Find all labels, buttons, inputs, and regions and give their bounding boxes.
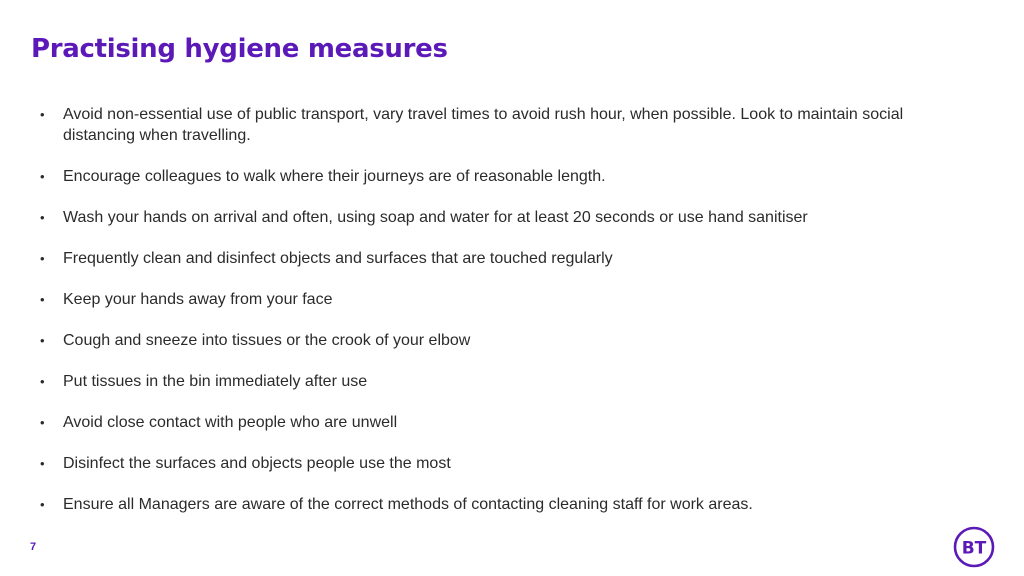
list-item-text: Frequently clean and disinfect objects and surfaces that are touched regularly <box>63 250 613 267</box>
list-item <box>40 371 940 392</box>
list-item <box>40 104 940 146</box>
bullet-list <box>40 104 940 535</box>
list-item-text: Wash your hands on arrival and often, using soap and water for at least 20 seconds or use hand sanitiser <box>63 209 808 226</box>
list-item-text: Cough and sneeze into tissues or the crook of your elbow <box>63 332 471 349</box>
list-item <box>40 289 940 310</box>
list-item <box>40 412 940 433</box>
list-item <box>40 494 940 515</box>
list-item-text: Keep your hands away from your face <box>63 291 333 308</box>
bullet-dot-icon: • <box>40 374 45 389</box>
bullet-dot-icon: • <box>40 292 45 307</box>
list-item-text: Encourage colleagues to walk where their journeys are of reasonable length. <box>63 168 606 185</box>
bullet-dot-icon: • <box>40 210 45 225</box>
list-item <box>40 248 940 269</box>
bullet-dot-icon: • <box>40 415 45 430</box>
bullet-dot-icon: • <box>40 169 45 184</box>
list-item-text: Avoid close contact with people who are unwell <box>63 414 398 431</box>
list-item-text: Disinfect the surfaces and objects people use the most <box>63 455 451 472</box>
list-item-text: Put tissues in the bin immediately after use <box>63 373 368 390</box>
list-item-text: Ensure all Managers are aware of the correct methods of contacting cleaning staff for work areas. <box>63 496 753 513</box>
list-item <box>40 453 940 474</box>
list-item <box>40 330 940 351</box>
bullet-dot-icon: • <box>40 333 45 348</box>
bullet-dot-icon: • <box>40 456 45 471</box>
bt-logo-icon <box>953 526 995 568</box>
logo-text: BT <box>961 538 987 559</box>
page-title: Practising hygiene measures <box>31 34 448 64</box>
bullet-dot-icon: • <box>40 497 45 512</box>
list-item <box>40 207 940 228</box>
list-item <box>40 166 940 187</box>
list-item-text: Avoid non-essential use of public transport, vary travel times to avoid rush hour, when possible. Look to maintain social distancing when travelling. <box>63 106 904 144</box>
page-number: 7 <box>30 541 37 553</box>
bullet-dot-icon: • <box>40 251 45 266</box>
bullet-dot-icon: • <box>40 107 45 122</box>
